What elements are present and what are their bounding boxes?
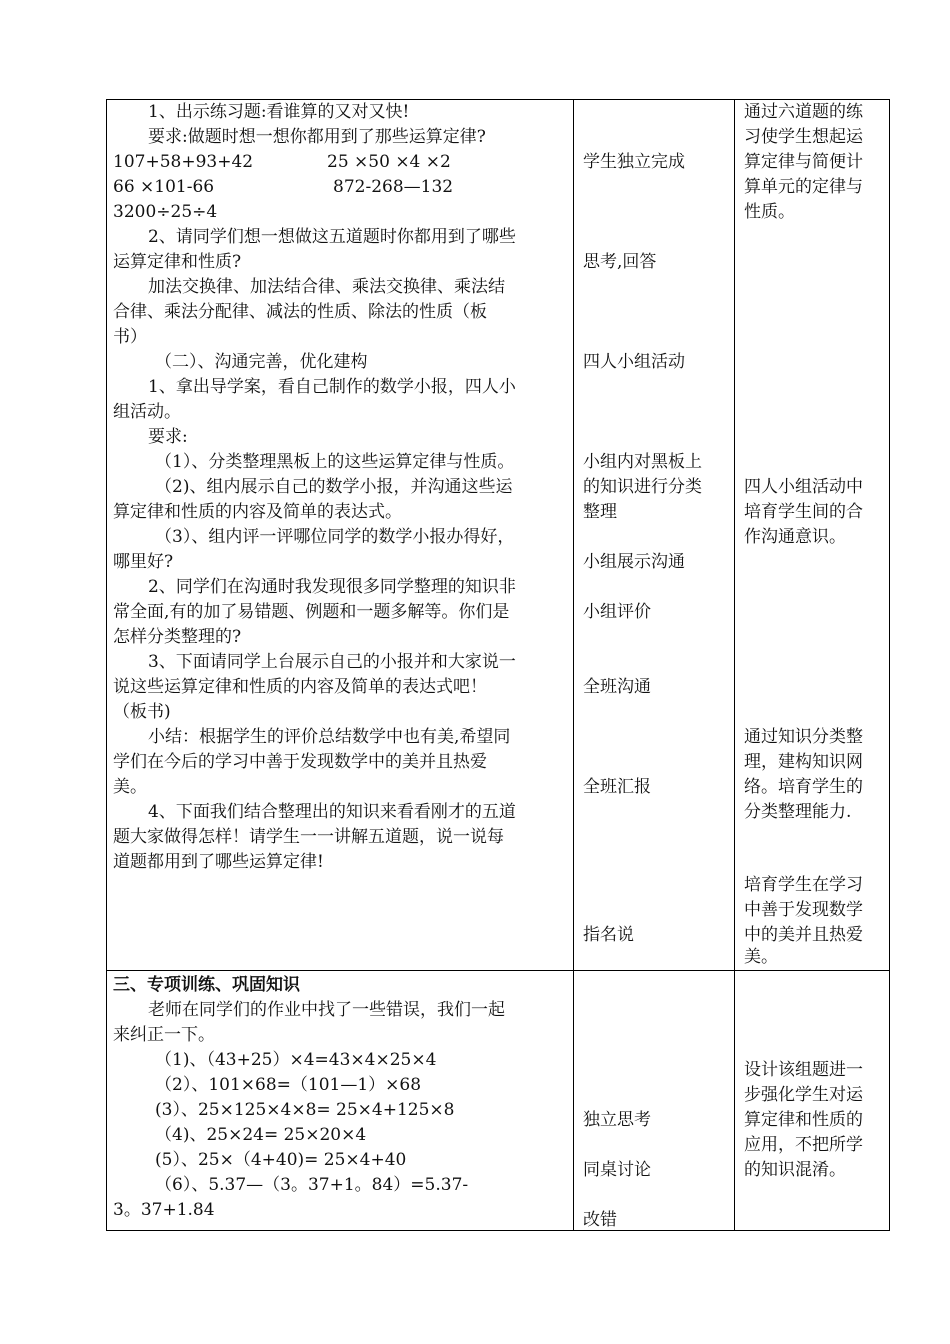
text-line: 2、请同学们想一想做这五道题时你都用到了哪些 — [148, 227, 516, 247]
column-divider — [573, 99, 574, 1231]
text-line: 4、下面我们结合整理出的知识来看看刚才的五道 — [148, 802, 516, 822]
text-line: 老师在同学们的作业中找了一些错误，我们一起 — [148, 1000, 505, 1020]
design-intent: 培育学生间的合 — [744, 502, 863, 522]
text-line: 加法交换律、加法结合律、乘法交换律、乘法结 — [148, 277, 505, 297]
text-line: 组活动。 — [113, 402, 181, 422]
student-activity: 的知识进行分类 — [583, 477, 702, 497]
text-line: 题大家做得怎样！请学生一一讲解五道题，说一说每 — [113, 827, 504, 847]
student-activity: 整理 — [583, 502, 617, 522]
design-intent: 步强化学生对运 — [744, 1085, 863, 1105]
text-line: （2)、组内展示自己的数学小报，并沟通这些运 — [155, 477, 513, 497]
student-activity: 全班沟通 — [583, 677, 651, 697]
column-divider — [734, 99, 735, 1231]
text-line: 学们在今后的学习中善于发现数学中的美并且热爱 — [113, 752, 487, 772]
student-activity: 小组评价 — [583, 602, 651, 622]
text-line: 哪里好? — [113, 552, 174, 572]
text-line: 说这些运算定律和性质的内容及简单的表达式吧！ — [113, 677, 487, 697]
text-line: （3）、组内评一评哪位同学的数学小报办得好， — [155, 527, 515, 547]
design-intent: 中的美并且热爱 — [744, 925, 863, 945]
text-line: 2、同学们在沟通时我发现很多同学整理的知识非 — [148, 577, 516, 597]
text-line: 要求:做题时想一想你都用到了那些运算定律? — [148, 127, 486, 147]
text-line: 1、出示练习题:看谁算的又对又快! — [148, 102, 410, 122]
design-intent: 理，建构知识网 — [744, 752, 863, 772]
design-intent: 络。培育学生的 — [744, 777, 863, 797]
text-line: 道题都用到了哪些运算定律! — [113, 852, 324, 872]
text-line: 872-268—132 — [333, 177, 454, 197]
text-line: （板书) — [113, 702, 171, 722]
text-line: 书） — [113, 327, 147, 347]
design-intent: 作沟通意识。 — [744, 527, 846, 547]
student-activity: 小组展示沟通 — [583, 552, 685, 572]
text-line: 3、下面请同学上台展示自己的小报并和大家说一 — [148, 652, 516, 672]
text-line: 怎样分类整理的? — [113, 627, 242, 647]
student-activity: 学生独立完成 — [583, 152, 685, 172]
text-line: （1)、（43+25）×4=43×4×25×4 — [155, 1050, 437, 1070]
text-line: 小结：根据学生的评价总结数学中也有美,希望同 — [148, 727, 511, 747]
design-intent: 算定律与简便计 — [744, 152, 863, 172]
section-heading: 三、专项训练、巩固知识 — [113, 975, 300, 995]
student-activity: 独立思考 — [583, 1110, 651, 1130]
design-intent: 美。 — [744, 947, 778, 967]
text-line: 运算定律和性质? — [113, 252, 242, 272]
text-line: (3）、25×125×4×8= 25×4+125×8 — [155, 1100, 455, 1120]
text-line: 合律、乘法分配律、减法的性质、除法的性质（板 — [113, 302, 487, 322]
design-intent: 中善于发现数学 — [744, 900, 863, 920]
row-divider — [106, 970, 890, 971]
design-intent: 四人小组活动中 — [744, 477, 863, 497]
student-activity: 指名说 — [583, 925, 634, 945]
design-intent: 算定律和性质的 — [744, 1110, 863, 1130]
design-intent: 分类整理能力. — [744, 802, 852, 822]
text-line: （4)、25×24= 25×20×4 — [155, 1125, 367, 1145]
text-line: 美。 — [113, 777, 147, 797]
text-line: 常全面,有的加了易错题、例题和一题多解等。你们是 — [113, 602, 510, 622]
design-intent: 的知识混淆。 — [744, 1160, 846, 1180]
design-intent: 通过知识分类整 — [744, 727, 863, 747]
text-line: (5）、25×（4+40)= 25×4+40 — [155, 1150, 407, 1170]
text-line: 来纠正一下。 — [113, 1025, 215, 1045]
student-activity: 四人小组活动 — [583, 352, 685, 372]
design-intent: 应用，不把所学 — [744, 1135, 863, 1155]
text-line: 3。37+1.84 — [113, 1200, 215, 1220]
text-line: （2）、101×68=（101—1）×68 — [155, 1075, 422, 1095]
text-line: 1、拿出导学案，看自己制作的数学小报，四人小 — [148, 377, 516, 397]
student-activity: 思考,回答 — [583, 252, 657, 272]
section-heading: （二）、沟通完善，优化建构 — [155, 352, 368, 372]
text-line: （1）、分类整理黑板上的这些运算定律与性质。 — [155, 452, 515, 472]
text-line: 要求: — [148, 427, 188, 447]
text-line: 25 ×50 ×4 ×2 — [327, 152, 451, 172]
student-activity: 改错 — [583, 1210, 617, 1230]
student-activity: 全班汇报 — [583, 777, 651, 797]
text-line: （6）、5.37—（3。37+1。84）=5.37- — [155, 1175, 469, 1195]
text-line: 107+58+93+42 — [113, 152, 254, 172]
design-intent: 设计该组题进一 — [744, 1060, 863, 1080]
design-intent: 培育学生在学习 — [744, 875, 863, 895]
student-activity: 小组内对黑板上 — [583, 452, 702, 472]
student-activity: 同桌讨论 — [583, 1160, 651, 1180]
text-line: 3200÷25÷4 — [113, 202, 218, 222]
text-line: 66 ×101-66 — [113, 177, 215, 197]
text-line: 算定律和性质的内容及简单的表达式。 — [113, 502, 402, 522]
design-intent: 习使学生想起运 — [744, 127, 863, 147]
design-intent: 通过六道题的练 — [744, 102, 863, 122]
design-intent: 算单元的定律与 — [744, 177, 863, 197]
design-intent: 性质。 — [744, 202, 795, 222]
